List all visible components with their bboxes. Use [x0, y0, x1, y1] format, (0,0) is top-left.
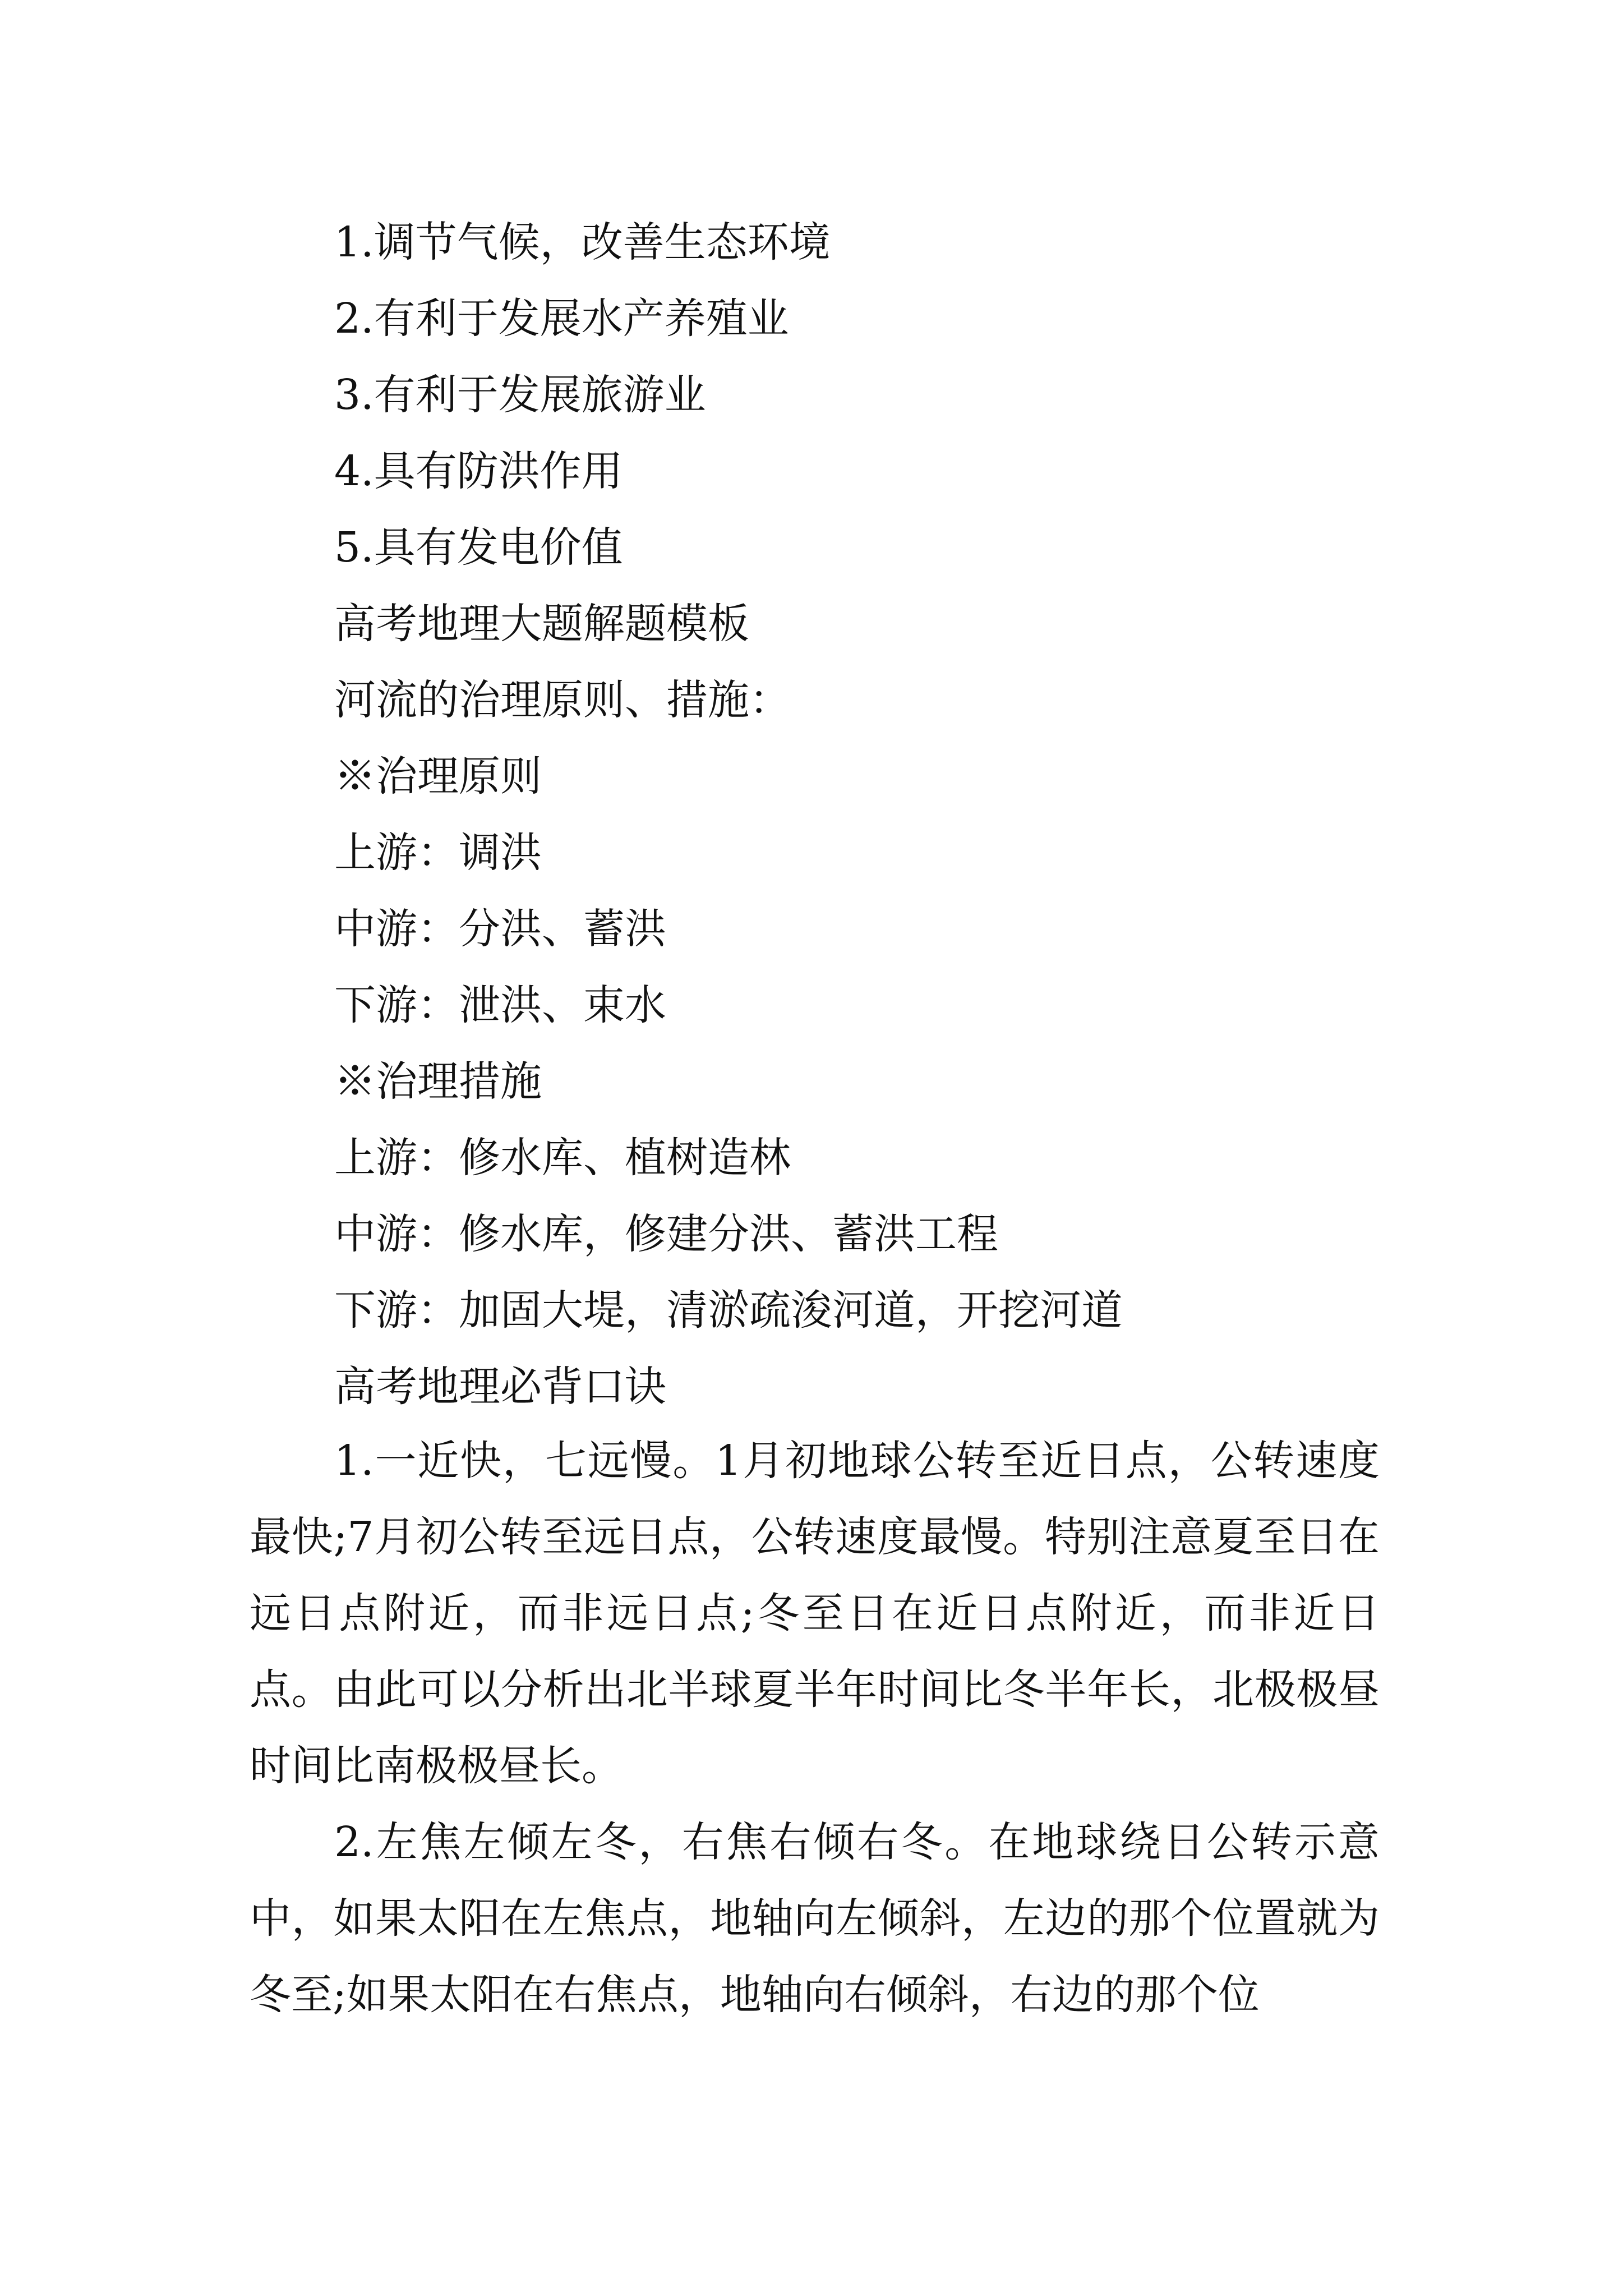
- measure-upstream: 上游：修水库、植树造林: [334, 1134, 791, 1182]
- subheading-principles: ※治理原则: [334, 752, 542, 800]
- subheading-measures: ※治理措施: [334, 1057, 542, 1106]
- section-heading-template: 高考地理大题解题模板: [334, 600, 749, 648]
- list-item-tourism: 3.有利于发展旅游业: [334, 371, 706, 419]
- section-heading-mnemonics: 高考地理必背口诀: [334, 1363, 666, 1411]
- list-item-climate: 1.调节气候，改善生态环境: [334, 218, 831, 266]
- paragraph-focus-tilt: 2.左焦左倾左冬，右焦右倾右冬。在地球绕日公转示意中，如果太阳在左焦点，地轴向左倾斜，左边的那个位置就为冬至;如果太阳在右焦点，地轴向右倾斜，右边的那个位: [250, 1818, 1380, 2019]
- list-item-flood-control: 4.具有防洪作用: [334, 447, 623, 495]
- principle-downstream: 下游：泄洪、束水: [334, 981, 666, 1029]
- measure-midstream: 中游：修水库，修建分洪、蓄洪工程: [334, 1210, 998, 1258]
- list-item-aquaculture: 2.有利于发展水产养殖业: [334, 295, 789, 343]
- paragraph-perihelion: 1.一近快，七远慢。1月初地球公转至近日点，公转速度最快;7月初公转至远日点，公转速度最慢。特别注意夏至日在远日点附近，而非远日点;冬至日在近日点附近，而非近日点。由此可以分析出北半球夏半年时间比冬半年长，北极极昼时间比南极极昼长。: [250, 1437, 1380, 1790]
- principle-upstream: 上游：调洪: [334, 829, 542, 877]
- list-item-power: 5.具有发电价值: [334, 523, 623, 572]
- measure-downstream: 下游：加固大堤，清淤疏浚河道，开挖河道: [334, 1286, 1123, 1335]
- subheading-river-governance: 河流的治理原则、措施：: [334, 676, 791, 724]
- principle-midstream: 中游：分洪、蓄洪: [334, 905, 666, 953]
